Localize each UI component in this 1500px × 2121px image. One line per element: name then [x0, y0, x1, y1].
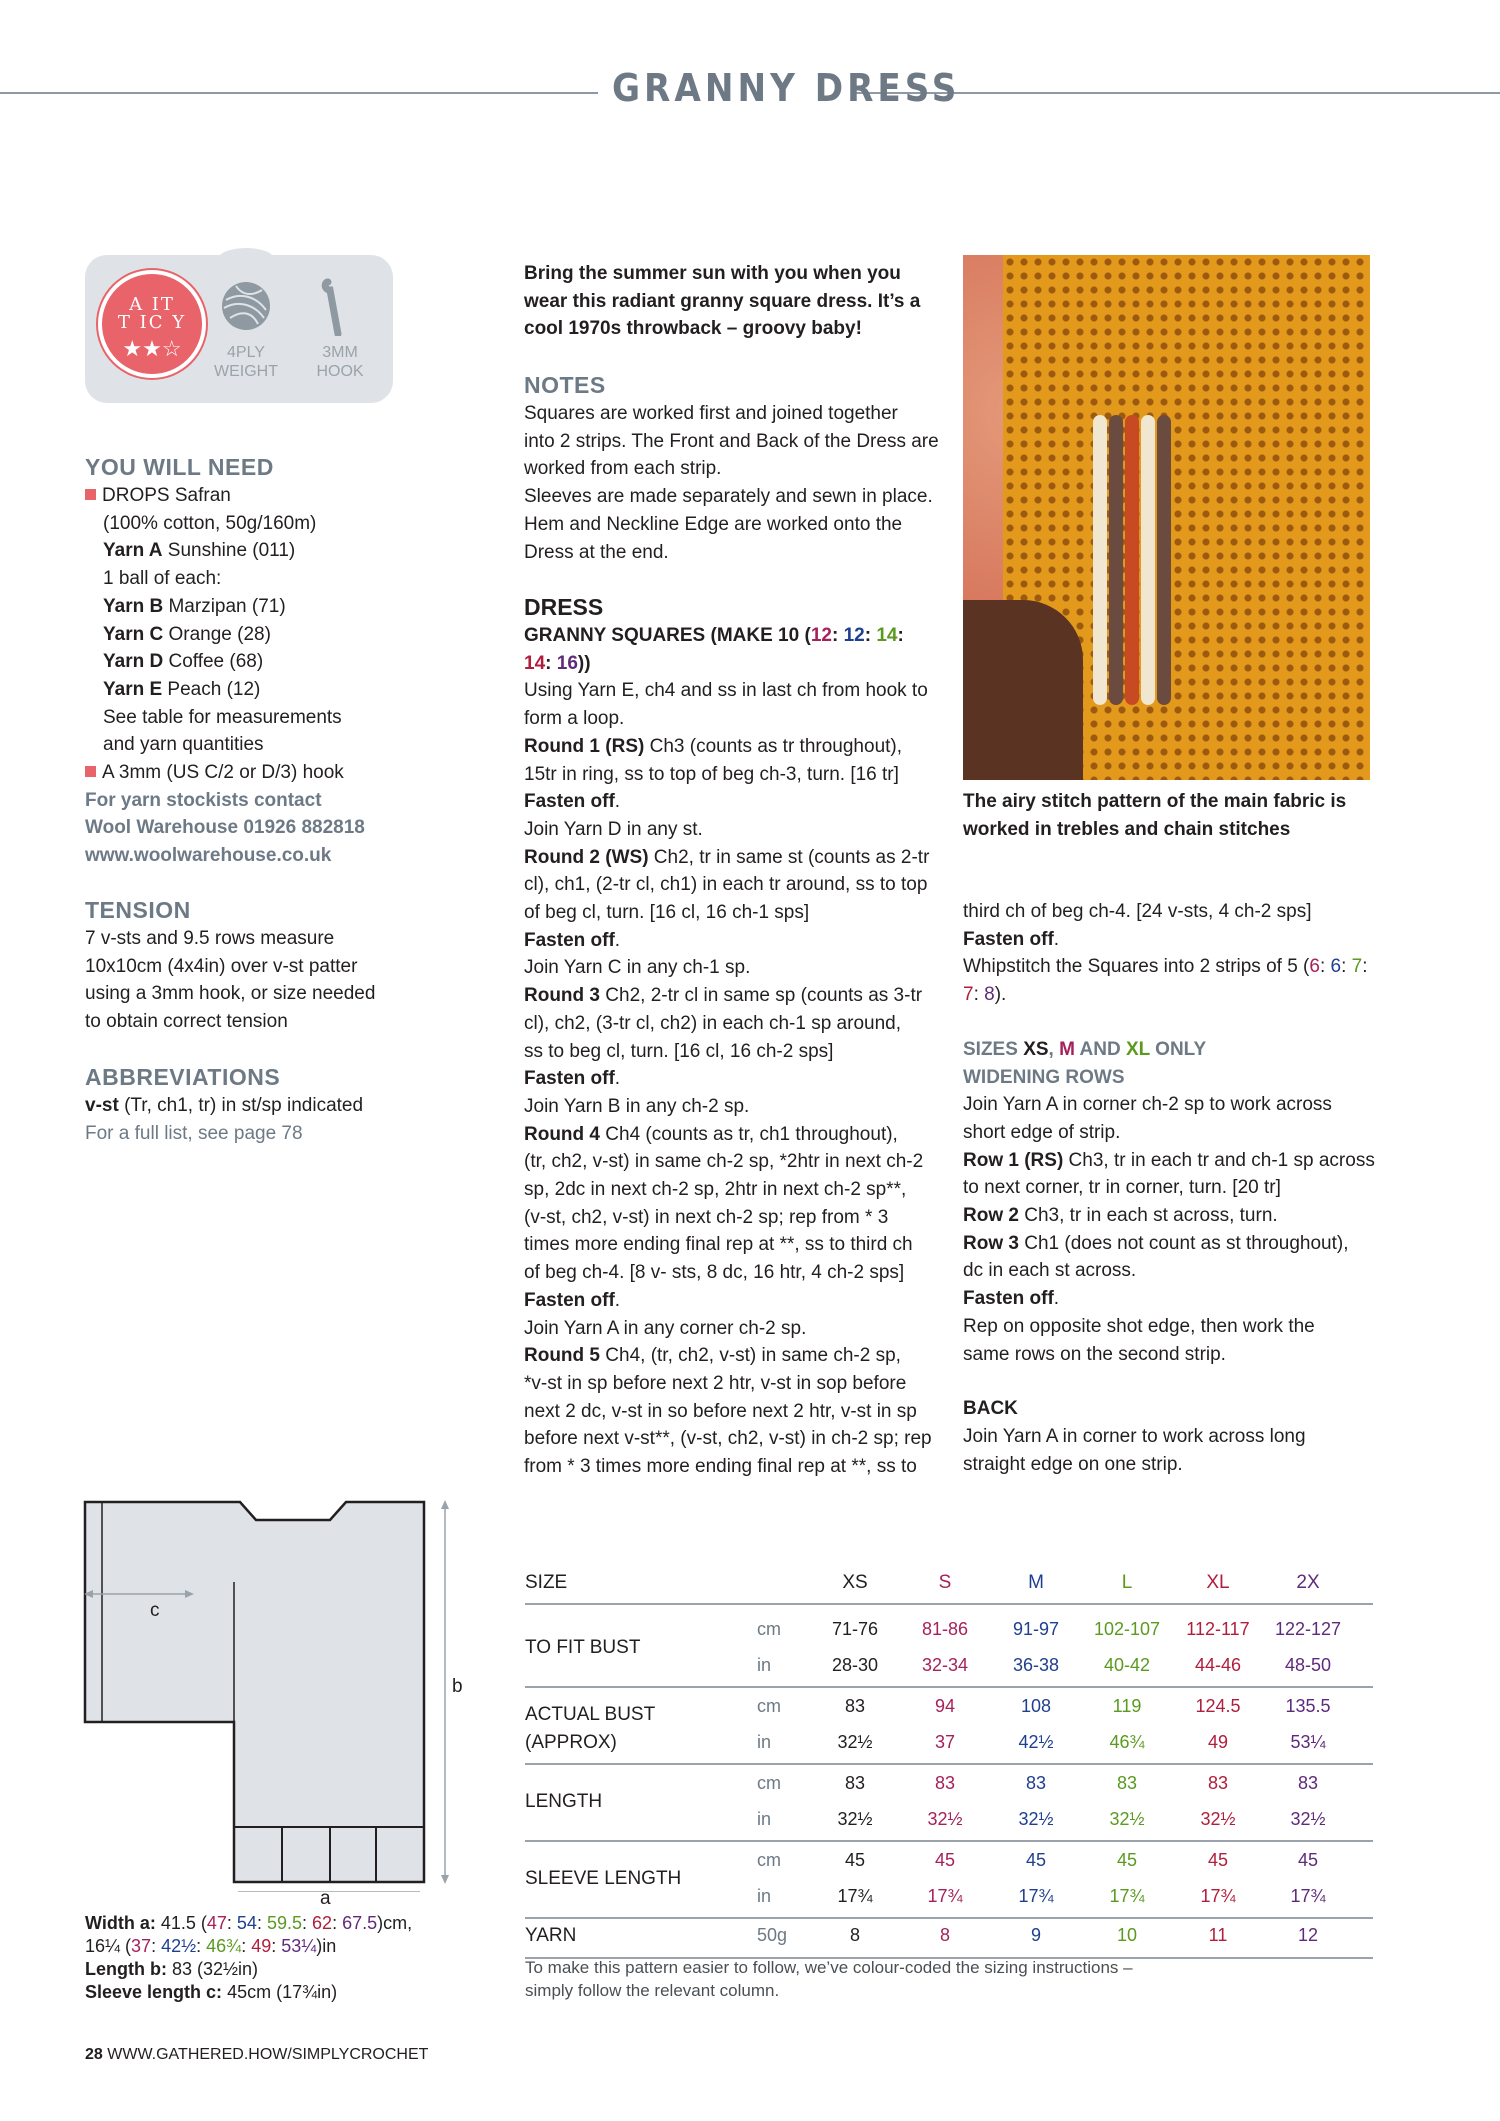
instruction-line: of beg ch-4. [8 v- sts, 8 dc, 16 htr, 4 ch-2 sps]: [524, 1262, 905, 1284]
table-rule: [525, 1686, 1373, 1688]
diagram-measurements: Width a: 41.5 (47: 54: 59.5: 62: 67.5)cm, 16¼ (37: 42½: 46¾: 49: 53¼)in Length b: 83 (32½in) Sleeve length c: 45cm (17¾in): [85, 1913, 413, 2002]
value-cm: 83: [844, 1773, 866, 1793]
value-in: 40-42: [1103, 1655, 1151, 1675]
value-in: 17¾: [1290, 1886, 1326, 1906]
you-will-need-section: YOU WILL NEED DROPS Safran (100% cotton, 50g/160m) Yarn A Sunshine (011) 1 ball of each: Yarn B Marzipan (71) Yarn C Orange (28) Yarn D Coffee (68) Yarn E Peach (12) See table for measurements and yarn quantities A 3mm (US C/2 or D/3) hook For yarn stockists contact Wool Warehouse 01926 882818 www.woolwarehouse.co.uk: [85, 452, 415, 870]
instruction-line: Row 2 Ch3, tr in each st across, turn.: [963, 1205, 1278, 1227]
page-footer: [85, 2046, 428, 2064]
value-cm: 91-97: [1012, 1619, 1060, 1639]
value-cm: 45: [1116, 1850, 1138, 1870]
value-yarn: 10: [1116, 1925, 1138, 1945]
crochet-hook-icon: [320, 278, 348, 336]
value-in: 32½: [837, 1809, 873, 1829]
cuff-stripe: [1109, 415, 1123, 705]
value-in: 32½: [837, 1732, 873, 1752]
difficulty-badge: [98, 270, 206, 378]
instruction-line: from * 3 times more ending final rep at **, ss to: [524, 1456, 917, 1478]
value-cm: 83: [1025, 1773, 1047, 1793]
value-cm: 83: [844, 1696, 866, 1716]
tension-section: TENSION 7 v-sts and 9.5 rows measure 10x10cm (4x4in) over v-st patter using a 3mm hook, or size needed to obtain correct tension: [85, 895, 415, 1036]
row-label: SLEEVE LENGTH: [525, 1868, 682, 1889]
instruction-line: Row 3 Ch1 (does not count as st throughout),: [963, 1232, 1349, 1254]
value-cm: 119: [1112, 1696, 1142, 1716]
dress-heading: DRESS: [524, 594, 604, 620]
value-in: 36-38: [1012, 1655, 1060, 1675]
instruction-line: dc in each st across.: [963, 1260, 1137, 1282]
instruction-line: Join Yarn A in corner ch-2 sp to work across: [963, 1094, 1332, 1116]
stockist-phone: Wool Warehouse 01926 882818: [85, 817, 365, 839]
size-header-xs: XS: [842, 1572, 868, 1593]
table-rule: [525, 1603, 1373, 1605]
table-note: To make this pattern easier to follow, we’ve colour-coded the sizing instructions – simply follow the relevant column.: [525, 1958, 1133, 2000]
photo-caption: The airy stitch pattern of the main fabric is worked in trebles and chain stitches: [963, 791, 1347, 840]
size-header-l: L: [1121, 1572, 1133, 1593]
diagram-label-c: c: [150, 1600, 160, 1621]
instruction-line: same rows on the second strip.: [963, 1343, 1226, 1365]
instruction-line: next 2 dc, v-st in so before next 2 htr, v-st in sp: [524, 1400, 917, 1422]
dress-photo: [963, 255, 1370, 780]
value-cm: 83: [1207, 1773, 1229, 1793]
back-heading: BACK: [963, 1398, 1018, 1420]
instruction-line: Fasten off.: [524, 1289, 621, 1311]
sizes-only-heading: SIZES XS, M AND XL ONLY: [963, 1038, 1207, 1060]
value-cm: 45: [934, 1850, 956, 1870]
page-number: 28: [85, 2046, 103, 2063]
value-cm: 45: [1025, 1850, 1047, 1870]
unit-label: in: [757, 1886, 772, 1906]
instruction-line: (tr, ch2, v-st) in same ch-2 sp, *2htr in next ch-2: [524, 1151, 924, 1173]
stockist-url: www.woolwarehouse.co.uk: [85, 845, 332, 867]
header-rule-left: [0, 92, 598, 94]
table-header-size: SIZE: [525, 1572, 568, 1593]
yarn-ball-icon: [222, 282, 270, 330]
value-in: 53¼: [1290, 1732, 1326, 1752]
instruction-line: (v-st, ch2, v-st) in next ch-2 sp; rep from * 3: [524, 1206, 889, 1228]
value-in: 17¾: [1109, 1886, 1145, 1906]
value-in: 32½: [1290, 1809, 1326, 1829]
instruction-line: ss to beg cl, turn. [16 cl, 16 ch-2 sps]: [524, 1040, 834, 1062]
instruction-line: Fasten off.: [524, 791, 621, 813]
difficulty-line-1: A IT: [129, 294, 175, 315]
instruction-line: short edge of strip.: [963, 1121, 1121, 1143]
value-in: 17¾: [927, 1886, 963, 1906]
unit-label: cm: [757, 1850, 781, 1870]
value-in: 17¾: [1200, 1886, 1236, 1906]
value-cm: 124.5: [1195, 1696, 1241, 1716]
unit-label: in: [757, 1809, 772, 1829]
instruction-line: Round 3 Ch2, 2-tr cl in same sp (counts as 3-tr: [524, 985, 923, 1007]
value-cm: 45: [1207, 1850, 1229, 1870]
value-cm: 94: [934, 1696, 956, 1716]
notes-section: NOTES Squares are worked first and joined together into 2 strips. The Front and Back of the Dress are worked from each strip. Sleeves are made separately and sewn in place. Hem and Neckline Edge are worked onto the Dress at the end.: [524, 370, 944, 566]
row-label: ACTUAL BUST: [525, 1704, 656, 1725]
value-in: 32½: [1200, 1809, 1236, 1829]
instruction-line: Join Yarn D in any st.: [524, 818, 703, 840]
value-cm: 83: [1297, 1773, 1319, 1793]
value-cm: 45: [844, 1850, 866, 1870]
cuff-stripe: [1125, 415, 1139, 705]
value-in: 42½: [1018, 1732, 1054, 1752]
intro-text: Bring the summer sun with you when you wear this radiant granny square dress. It’s a cool 1970s throwback – groovy baby!: [524, 263, 921, 340]
bullet-square: [85, 766, 96, 777]
page-title: GRANNY DRESS: [612, 66, 961, 110]
dress-instructions: [524, 677, 944, 1480]
instruction-line: Join Yarn A in any corner ch-2 sp.: [524, 1317, 807, 1339]
value-in: 37: [934, 1732, 956, 1752]
abbreviations-heading: ABBREVIATIONS: [85, 1064, 281, 1090]
instruction-line: form a loop.: [524, 708, 625, 730]
instruction-line: Round 2 (WS) Ch2, tr in same st (counts as 2-tr: [524, 846, 930, 868]
continued-instructions: third ch of beg ch-4. [24 v-sts, 4 ch-2 sps] Fasten off. Whipstitch the Squares into 2 strips of 5 (6: 6: 7: 7: 8). SIZES XS, M AND XL ONLY WIDENING ROWS Join Yarn A in corner ch-2 sp to work across short edge of strip. Row 1 (RS) Ch3, tr in each tr and ch-1 sp across to next corner, tr in corner, turn. [20 tr] Row 2 Ch3, tr in each st across, turn. Row 3 Ch1 (does not count as st throughout), dc in each st across. Fasten off. Rep on opposite shot edge, then work the same rows on the second strip. BACK Join Yarn A in corner to work across long straight edge on one strip.: [963, 898, 1383, 1478]
value-cm: 83: [1116, 1773, 1138, 1793]
difficulty-stars: ★★☆: [122, 336, 182, 361]
instruction-line: cl), ch2, (3-tr cl, ch2) in each ch-1 sp around,: [524, 1012, 901, 1034]
instruction-line: to next corner, tr in corner, turn. [20 tr]: [963, 1177, 1281, 1199]
value-in: 44-46: [1194, 1655, 1242, 1675]
value-cm: 71-76: [831, 1619, 879, 1639]
value-in: 49: [1207, 1732, 1229, 1752]
value-in: 17¾: [1018, 1886, 1054, 1906]
value-in: 32½: [1018, 1809, 1054, 1829]
instruction-line: Join Yarn C in any ch-1 sp.: [524, 957, 751, 979]
tension-heading: TENSION: [85, 897, 191, 923]
row-label: TO FIT BUST: [525, 1637, 641, 1658]
unit-label: cm: [757, 1696, 781, 1716]
value-in: 32½: [1109, 1809, 1145, 1829]
value-yarn: 8: [849, 1925, 860, 1945]
unit-label: cm: [757, 1773, 781, 1793]
abbreviations-section: ABBREVIATIONS v-st (Tr, ch1, tr) in st/sp indicated For a full list, see page 78: [85, 1062, 425, 1147]
instruction-line: 15tr in ring, ss to top of beg ch-3, turn. [16 tr]: [524, 763, 899, 785]
size-header-xl: XL: [1206, 1572, 1230, 1593]
value-cm: 112-117: [1186, 1619, 1250, 1639]
instruction-line: *v-st in sp before next 2 htr, v-st in sop before: [524, 1372, 907, 1394]
widening-rows-heading: WIDENING ROWS: [963, 1066, 1125, 1088]
instruction-line: Fasten off.: [524, 1068, 621, 1090]
abbreviations-link: For a full list, see page 78: [85, 1122, 303, 1144]
instruction-line: Row 1 (RS) Ch3, tr in each tr and ch-1 sp across: [963, 1149, 1375, 1171]
value-cm: 81-86: [921, 1619, 969, 1639]
row-label: (APPROX): [525, 1732, 617, 1753]
bullet-square: [85, 489, 96, 500]
value-in: 28-30: [831, 1655, 879, 1675]
value-cm: 108: [1020, 1696, 1052, 1716]
table-rule: [525, 1763, 1373, 1765]
value-in: 32½: [927, 1809, 963, 1829]
value-yarn: 11: [1208, 1925, 1228, 1945]
instruction-line: Using Yarn E, ch4 and ss in last ch from hook to: [524, 680, 928, 702]
stockist-line: For yarn stockists contact: [85, 789, 322, 811]
hook-label: 3MM HOOK: [316, 344, 364, 380]
instruction-line: Fasten off.: [524, 929, 621, 951]
unit-label: in: [757, 1732, 772, 1752]
cuff-stripe: [1141, 415, 1155, 705]
instruction-line: Rep on opposite shot edge, then work the: [963, 1315, 1315, 1337]
granny-squares-subheading: GRANNY SQUARES (MAKE 10 (12: 12: 14:: [524, 625, 904, 646]
instruction-line: Round 4 Ch4 (counts as tr, ch1 throughout),: [524, 1123, 898, 1145]
value-cm: 83: [934, 1773, 956, 1793]
table-rule: [525, 1840, 1373, 1842]
badge-notch: [218, 248, 274, 270]
instruction-line: times more ending final rep at **, ss to third ch: [524, 1234, 913, 1256]
instruction-line: Join Yarn B in any ch-2 sp.: [524, 1095, 750, 1117]
size-header-s: S: [938, 1572, 952, 1593]
weight-label: 4PLY WEIGHT: [214, 344, 278, 380]
value-in: 32-34: [921, 1655, 969, 1675]
value-yarn: 12: [1297, 1925, 1319, 1945]
diagram-label-b: b: [452, 1676, 463, 1697]
cuff-stripe: [1093, 415, 1107, 705]
value-yarn: 8: [939, 1925, 950, 1945]
value-cm: 45: [1297, 1850, 1319, 1870]
value-cm: 135.5: [1285, 1696, 1331, 1716]
cuff-stripe: [1157, 415, 1171, 705]
table-rule: [525, 1917, 1373, 1919]
value-cm: 122-127: [1274, 1619, 1342, 1639]
difficulty-line-2: T IC Y: [117, 312, 187, 333]
instruction-line: Fasten off.: [963, 1288, 1060, 1310]
instruction-line: Round 5 Ch4, (tr, ch2, v-st) in same ch-2 sp,: [524, 1345, 901, 1367]
instruction-line: sp, 2dc in next ch-2 sp, 2htr in next ch-2 sp**,: [524, 1179, 907, 1201]
value-in: 46¾: [1109, 1732, 1145, 1752]
value-in: 17¾: [837, 1886, 873, 1906]
size-header-2x: 2X: [1296, 1572, 1320, 1593]
arm: [963, 600, 1083, 780]
you-will-need-heading: YOU WILL NEED: [85, 454, 274, 480]
diagram-label-a: a: [320, 1888, 331, 1909]
instruction-line: Round 1 (RS) Ch3 (counts as tr throughout),: [524, 735, 903, 757]
footer-url: WWW.GATHERED.HOW/SIMPLYCROCHET: [102, 2046, 429, 2063]
garment-schematic: [60, 1492, 480, 1892]
size-header-m: M: [1028, 1572, 1044, 1593]
unit-label: 50g: [757, 1925, 788, 1945]
instruction-line: before next v-st**, (v-st, ch2, v-st) in ch-2 sp; rep: [524, 1428, 932, 1450]
notes-heading: NOTES: [524, 372, 606, 398]
value-yarn: 9: [1030, 1925, 1041, 1945]
unit-label: in: [757, 1655, 772, 1675]
value-cm: 102-107: [1093, 1619, 1161, 1639]
instruction-line: cl), ch1, (2-tr cl, ch1) in each tr around, ss to top: [524, 874, 928, 896]
unit-label: cm: [757, 1619, 781, 1639]
row-label: YARN: [525, 1925, 577, 1946]
dress-section: DRESS GRANNY SQUARES (MAKE 10 (12: 12: 14: 14: 16)) Using Yarn E, ch4 and ss in last ch from hook to form a loop. Round 1 (RS) Ch3 (counts as tr throughout), 15tr in ring, ss to top of beg ch-3, turn. [16 tr] Fasten off. Join Yarn D in any st. Round 2 (WS) Ch2, tr in same st (counts as 2-tr cl), ch1, (2-tr cl, ch1) in each tr around, ss to top of beg cl, turn. [16 cl, 16 ch-1 sps] Fasten off. Join Yarn C in any ch-1 sp. Round 3 Ch2, 2-tr cl in same sp (counts as 3-tr cl), ch2, (3-tr cl, ch2) in each ch-1 sp around, ss to beg cl, turn. [16 cl, 16 ch-2 sps] Fasten off. Join Yarn B in any ch-2 sp. Round 4 Ch4 (counts as tr, ch1 throughout), (tr, ch2, v-st) in same ch-2 sp, *2htr in next ch-2 sp, 2dc in next ch-2 sp, 2htr in next ch-2 sp**, (v-st, ch2, v-st) in next ch-2 sp; rep from * 3 times more ending final rep at **, ss to third ch of beg ch-4. [8 v- sts, 8 dc, 16 htr, 4 ch-2 sps] Fasten off. Join Yarn A in any corner ch-2 sp. Round 5 Ch4, (tr, ch2, v-st) in same ch-2 sp, *v-st in sp before next 2 htr, v-st in sop before next 2 dc, v-st in so before next 2 htr, v-st in sp before next v-st**, (v-st, ch2, v-st) in ch-2 sp; rep from * 3 times more ending final rep at **, ss to: [524, 592, 944, 1481]
widening-instructions: [963, 1091, 1383, 1368]
value-in: 48-50: [1284, 1655, 1332, 1675]
difficulty-text: [102, 296, 202, 332]
instruction-line: of beg cl, turn. [16 cl, 16 ch-1 sps]: [524, 902, 810, 924]
row-label: LENGTH: [525, 1791, 603, 1812]
